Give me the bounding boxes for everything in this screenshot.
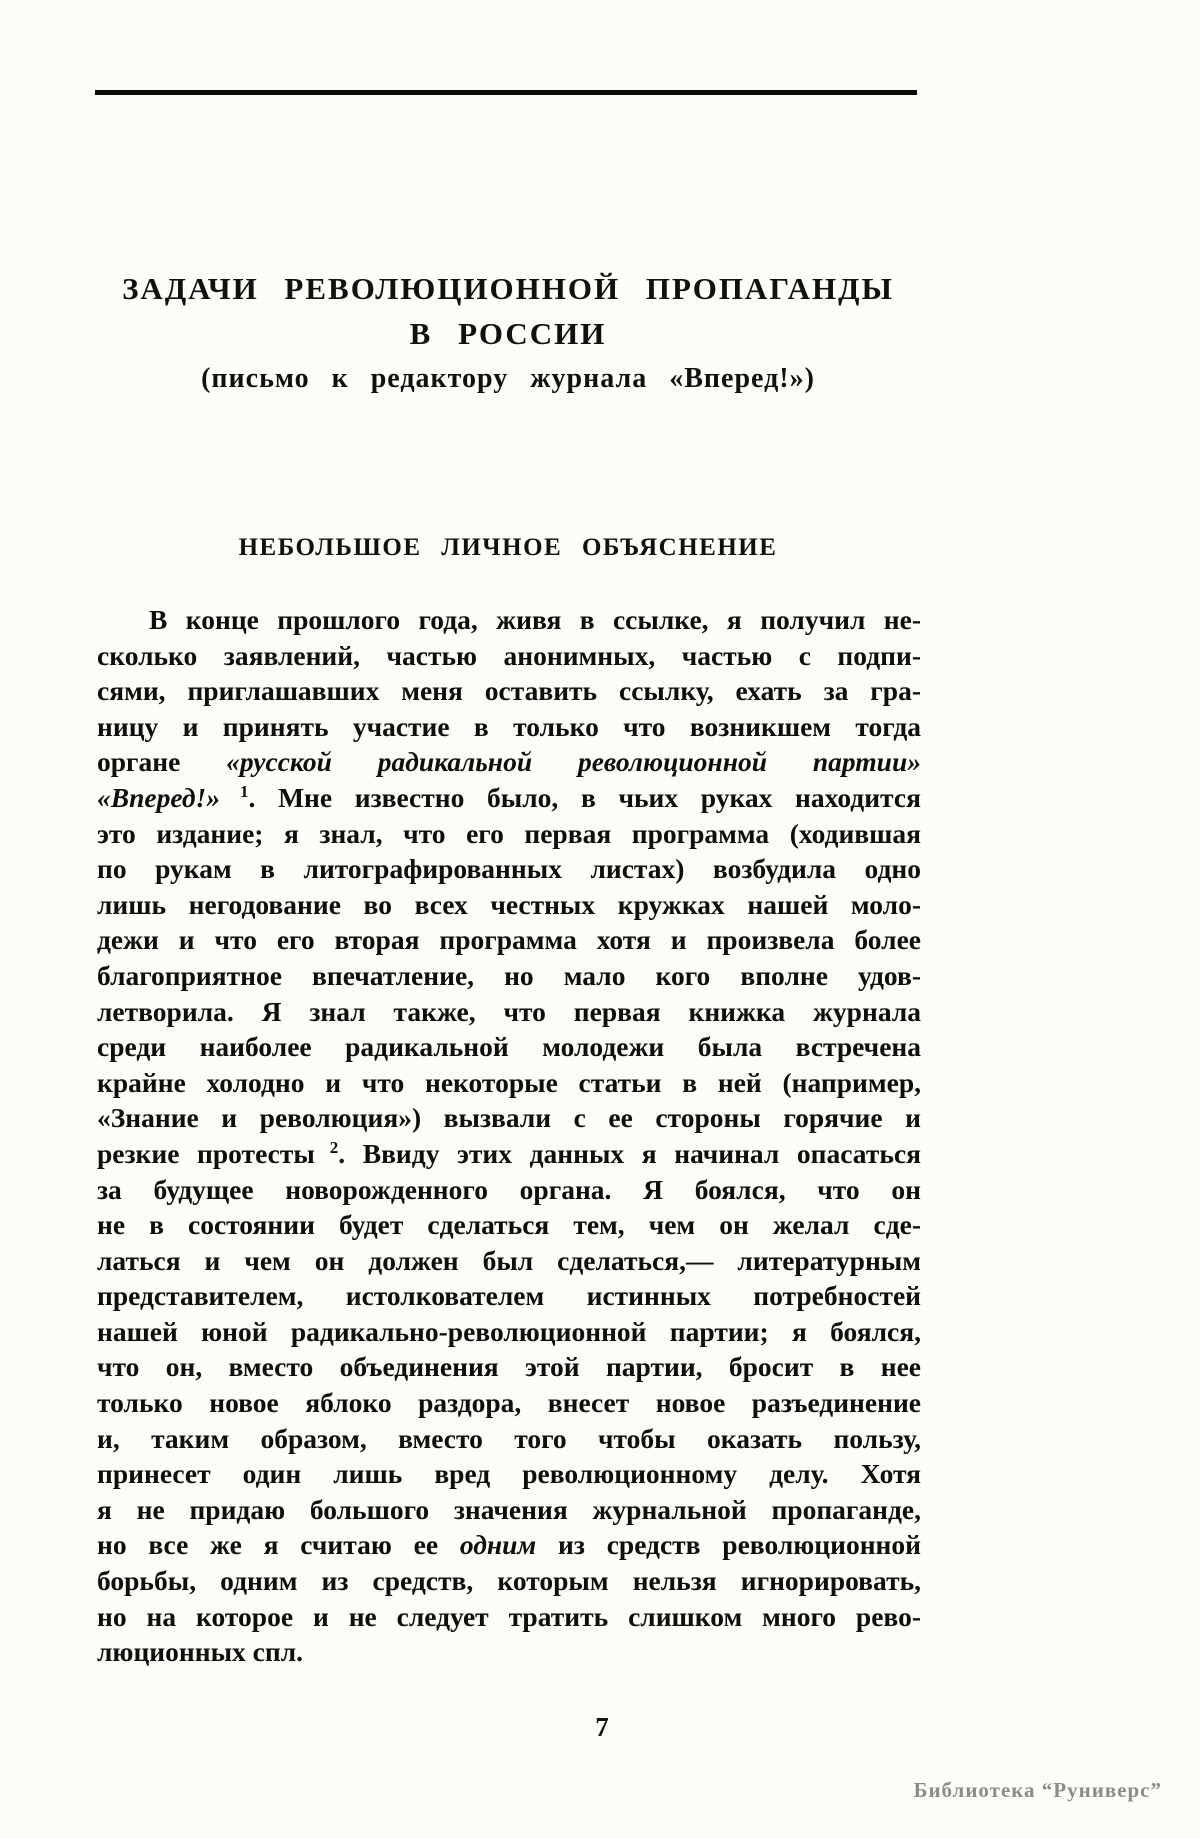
body-line: [97, 1421, 921, 1457]
body-line-segment: из средств революционной: [536, 1529, 921, 1561]
body-line-segment: сколько заявлений, частью анонимных, частью с подпи-: [97, 639, 921, 671]
article-title-line1: ЗАДАЧИ РЕВОЛЮЦИОННОЙ ПРОПАГАНДЫ: [122, 271, 894, 306]
body-line: [97, 1385, 921, 1421]
body-line-segment: лишь негодование во всех честных кружках нашей моло-: [97, 888, 921, 920]
body-line-segment: резкие протесты: [97, 1137, 315, 1169]
body-line: [97, 709, 921, 745]
body-line: [97, 958, 921, 994]
body-line-segment: люционных спл.: [97, 1636, 304, 1668]
body-line: [97, 851, 921, 887]
body-line: [97, 744, 921, 780]
body-line: [97, 780, 921, 816]
body-line-segment: принесет один лишь вред революционному делу. Хотя: [97, 1458, 921, 1490]
body-line: [97, 1100, 921, 1136]
article-subtitle: (письмо к редактору журнала «Вперед!»): [201, 363, 815, 394]
body-line-segment: за будущее новорожденного органа. Я боялся, что он: [97, 1173, 921, 1205]
body-line: [97, 1136, 921, 1172]
body-line-segment: это издание; я знал, что его первая программа (ходившая: [97, 817, 921, 849]
body-line-segment: органе: [97, 746, 227, 778]
body-line-segment: борьбы, одним из средств, которым нельзя игнорировать,: [97, 1565, 921, 1597]
body-line: [97, 922, 921, 958]
body-line: [97, 887, 921, 923]
library-watermark: Библиотека “Руниверс”: [913, 1778, 1162, 1802]
body-line-segment: но на которое и не следует тратить слишком много рево-: [97, 1600, 921, 1632]
body-line-segment: латься и чем он должен был сделаться,— литературным: [97, 1244, 921, 1276]
body-line: [97, 816, 921, 852]
body-line-segment: В конце прошлого года, живя в ссылке, я получил не-: [149, 604, 921, 635]
footnote-marker: 2: [314, 1137, 339, 1157]
body-line: [97, 1634, 921, 1670]
body-line: [97, 1065, 921, 1101]
body-line: [97, 1563, 921, 1599]
body-line: [97, 1456, 921, 1492]
body-line: [97, 1243, 921, 1279]
body-line-segment: нашей юной радикально-революционной партии; я боялся,: [97, 1315, 921, 1347]
body-line-segment: ницу и принять участие в только что возникшем тогда: [97, 710, 921, 742]
body-line-segment: и, таким образом, вместо того чтобы оказать пользу,: [97, 1422, 921, 1454]
body-line-segment: но все же я считаю ее: [97, 1529, 460, 1561]
body-line: [97, 638, 921, 674]
body-line-segment: «Знание и революция») вызвали с ее стороны горячие и: [97, 1102, 921, 1134]
body-line: [97, 1599, 921, 1635]
article-title-block: [95, 266, 921, 402]
body-line: [97, 1029, 921, 1065]
body-line-segment: . Ввиду этих данных я начинал опасаться: [338, 1137, 921, 1169]
body-line-segment: благоприятное впечатление, но мало кого вполне удов-: [97, 959, 921, 991]
body-line-segment: что он, вместо объединения этой партии, бросит в нее: [97, 1351, 921, 1383]
body-line-segment: по рукам в литографированных листах) возбудила одно: [97, 853, 921, 885]
body-line-segment: не в состоянии будет сделаться тем, чем он желал сде-: [97, 1209, 921, 1241]
body-line: [97, 1172, 921, 1208]
body-line: [97, 1527, 921, 1563]
body-text: [97, 602, 921, 1670]
body-line: [97, 1349, 921, 1385]
body-line-segment: летворила. Я знал также, что первая книжка журнала: [97, 995, 921, 1027]
body-line-segment: «Вперед!»: [97, 781, 220, 813]
body-line: [97, 1278, 921, 1314]
section-heading: НЕБОЛЬШОЕ ЛИЧНОЕ ОБЪЯСНЕНИЕ: [238, 534, 778, 561]
body-line-segment: среди наиболее радикальной молодежи была встречена: [97, 1031, 921, 1063]
body-line-segment: «русской радикальной революционной партии»: [226, 746, 921, 778]
body-line-segment: дежи и что его вторая программа хотя и произвела более: [97, 924, 921, 956]
body-line: [97, 994, 921, 1030]
body-line: [97, 602, 921, 638]
body-line-segment: сями, приглашавших меня оставить ссылку, ехать за гра-: [97, 675, 921, 707]
body-line-segment: только новое яблоко раздора, внесет новое разъединение: [97, 1387, 921, 1419]
body-line: [97, 673, 921, 709]
top-rule: [95, 90, 917, 95]
body-line: [97, 1314, 921, 1350]
article-title-line2: В РОССИИ: [409, 316, 607, 351]
footnote-marker: 1: [219, 781, 249, 801]
body-line-segment: одним: [459, 1529, 537, 1561]
body-line-segment: крайне холодно и что некоторые статьи в ней (например,: [97, 1066, 921, 1098]
body-line: [97, 1492, 921, 1528]
page-number: 7: [595, 1712, 609, 1742]
body-line: [97, 1207, 921, 1243]
body-line-segment: представителем, истолкователем истинных потребностей: [97, 1280, 921, 1312]
body-line-segment: я не придаю большого значения журнальной пропаганде,: [97, 1493, 921, 1525]
body-line-segment: . Мне известно было, в чьих руках находится: [248, 781, 921, 813]
